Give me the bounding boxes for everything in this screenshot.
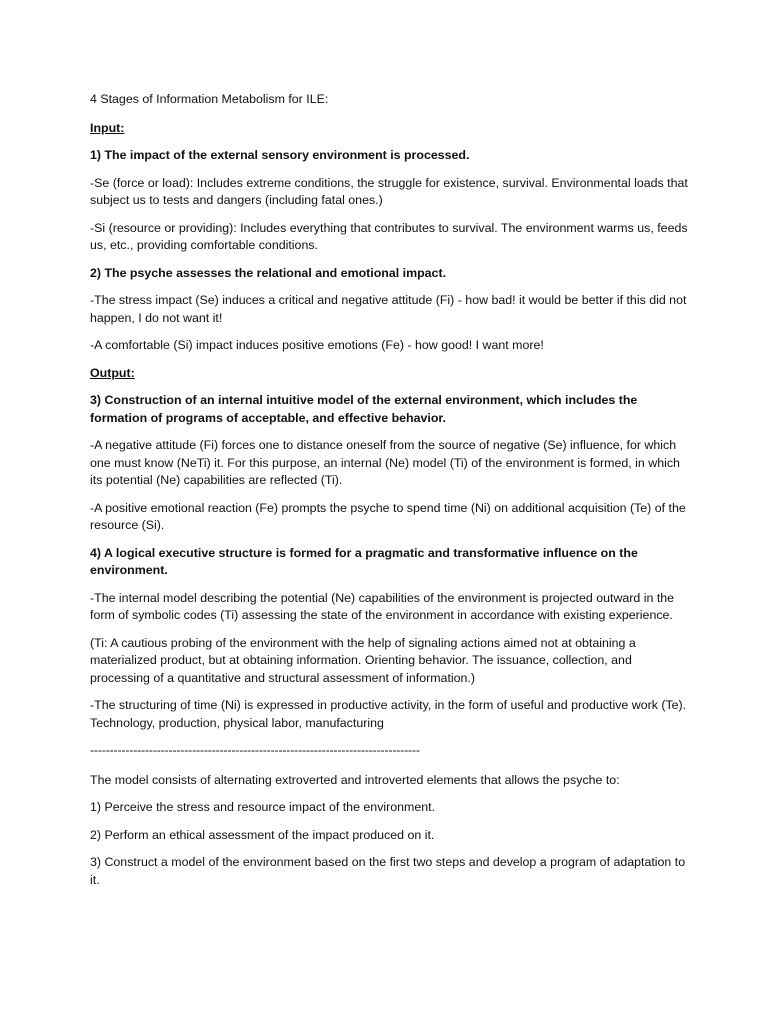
summary-item-2: 2) Perform an ethical assessment of the impact produced on it. xyxy=(90,827,435,842)
output-section-label: Output: xyxy=(90,365,135,380)
stage-1-si-paragraph: -Si (resource or providing): Includes everything that contributes to survival. The environment warms us, feeds us, etc., providing comfortable conditions. xyxy=(90,220,688,252)
stage-2-comfort-paragraph: -A comfortable (Si) impact induces positive emotions (Fe) - how good! I want more! xyxy=(90,338,544,352)
input-section-label: Input: xyxy=(90,120,125,135)
stage-4-time-paragraph: -The structuring of time (Ni) is expressed in productive activity, in the form of useful and productive work (Te). Technology, production, physical labor, manufacturing xyxy=(90,698,687,730)
stage-3-negative-paragraph: -A negative attitude (Fi) forces one to distance oneself from the source of negative (Se) influence, for which one must know (NeTi) it. For this purpose, an internal (Ne) model (Ti) of the environment is formed, in which its potential (Ne) capabilities are reflected (Ti). xyxy=(90,438,680,487)
stage-2-heading: 2) The psyche assesses the relational and emotional impact. xyxy=(90,265,447,280)
summary-item-1: 1) Perceive the stress and resource impact of the environment. xyxy=(90,800,436,814)
stage-2-stress-paragraph: -The stress impact (Se) induces a critical and negative attitude (Fi) - how bad! it would be better if this did not happen, I do not want it! xyxy=(90,293,687,325)
stage-1-heading: 1) The impact of the external sensory environment is processed. xyxy=(90,148,470,162)
summary-item-3: 3) Construct a model of the environment based on the first two steps and develop a program of adaptation to it. xyxy=(90,855,686,887)
stage-3-positive-paragraph: -A positive emotional reaction (Fe) prompts the psyche to spend time (Ni) on additional acquisition (Te) of the resource (Si). xyxy=(90,500,686,532)
stage-4-model-paragraph: -The internal model describing the potential (Ne) capabilities of the environment is projected outward in the form of symbolic codes (Ti) assessing the state of the environment in accordance with existing experience. xyxy=(90,590,675,622)
stage-4-heading: 4) A logical executive structure is formed for a pragmatic and transformative influence on the environment. xyxy=(90,545,638,577)
document-page xyxy=(90,91,690,899)
stage-4-ti-note-paragraph: (Ti: A cautious probing of the environment with the help of signaling actions aimed not at obtaining a materialized product, but at obtaining information. Orienting behavior. The issuance, collection, and processing of a quantitative and structural assessment of information.) xyxy=(90,635,636,685)
stage-1-se-paragraph: -Se (force or load): Includes extreme conditions, the struggle for existence, survival. Environmental loads that subject us to tests and dangers (including fatal ones.) xyxy=(90,175,688,207)
document-title: 4 Stages of Information Metabolism for ILE: xyxy=(90,92,329,106)
stage-3-heading: 3) Construction of an internal intuitive model of the external environment, which includes the formation of programs of acceptable, and effective behavior. xyxy=(90,393,638,425)
section-divider: ------------------------------------------------------------------------------------ xyxy=(90,743,420,757)
summary-intro: The model consists of alternating extroverted and introverted elements that allows the psyche to: xyxy=(90,772,620,787)
